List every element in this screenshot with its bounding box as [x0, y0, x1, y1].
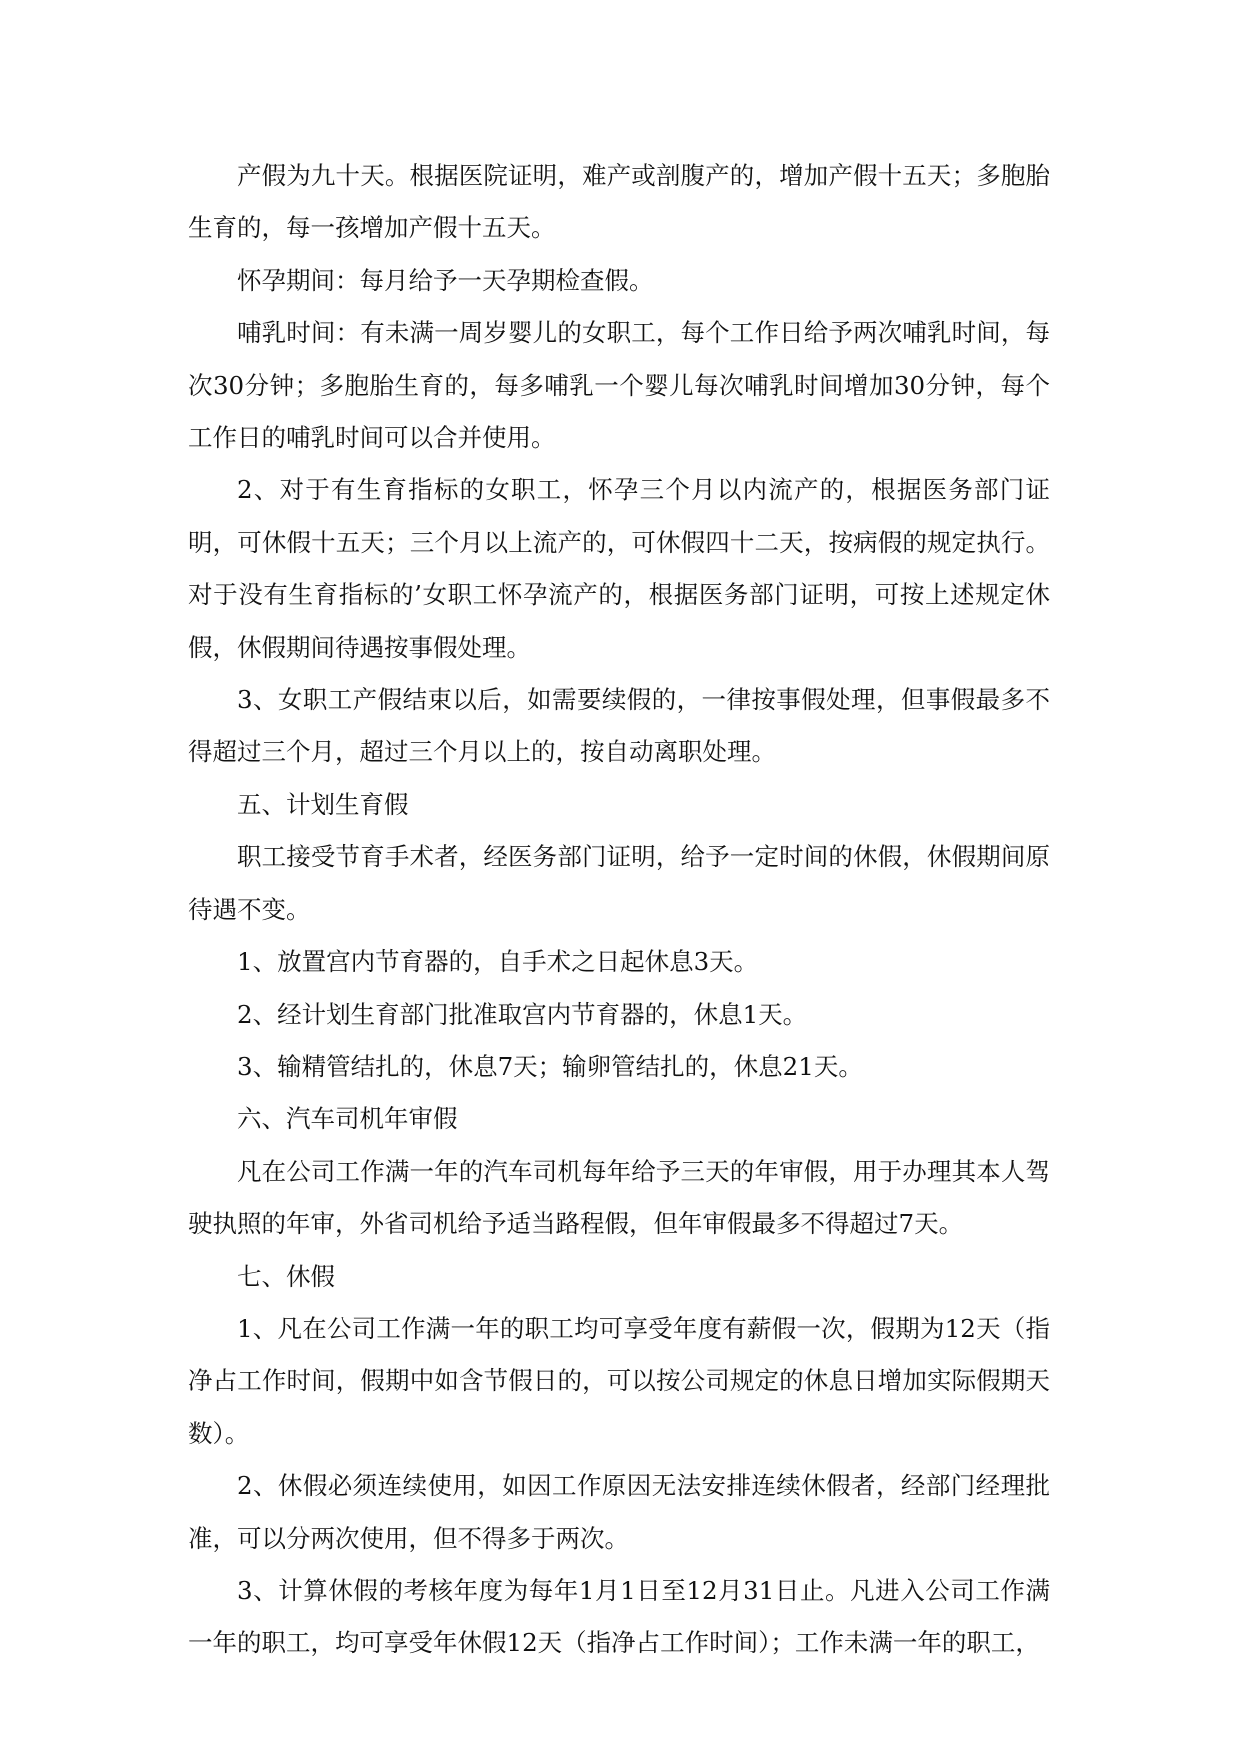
section-heading-driver-review: 六、汽车司机年审假 [237, 1104, 458, 1134]
paragraph-annual-leave-year: 3、计算休假的考核年度为每年1月1日至12月31日止。凡进入公司工作满一年的职工，均可享受年休假12天（指净占工作时间）；工作未满一年的职工， [188, 1575, 1050, 1658]
section-heading-family-planning: 五、计划生育假 [237, 789, 409, 819]
paragraph-miscarriage-leave: 2、对于有生育指标的女职工，怀孕三个月以内流产的，根据医务部门证明，可休假十五天；三个月以上流产的，可休假四十二天，按病假的规定执行。对于没有生育指标的’女职工怀孕流产的，根据医务部门证明，可按上述规定休假，休假期间待遇按事假处理。 [188, 475, 1050, 662]
paragraph-iud-removal: 2、经计划生育部门批准取宫内节育器的，休息1天。 [237, 999, 808, 1029]
document-body [188, 150, 1050, 1670]
paragraph-maternity-leave-duration: 产假为九十天。根据医院证明，难产或剖腹产的，增加产假十五天；多胞胎生育的，每一孩增加产假十五天。 [188, 161, 1050, 243]
paragraph-iud-insertion: 1、放置宫内节育器的，自手术之日起休息3天。 [237, 947, 759, 977]
paragraph-driver-review-leave: 凡在公司工作满一年的汽车司机每年给予三天的年审假，用于办理其本人驾驶执照的年审，外省司机给予适当路程假，但年审假最多不得超过7天。 [188, 1156, 1050, 1239]
paragraph-annual-leave-continuous: 2、休假必须连续使用，如因工作原因无法安排连续休假者，经部门经理批准，可以分两次使用，但不得多于两次。 [188, 1471, 1050, 1553]
paragraph-family-planning-intro: 职工接受节育手术者，经医务部门证明，给予一定时间的休假，休假期间原待遇不变。 [188, 842, 1050, 924]
paragraph-nursing-time: 哺乳时间：有未满一周岁婴儿的女职工，每个工作日给予两次哺乳时间，每次30分钟；多胞胎生育的，每多哺乳一个婴儿每次哺乳时间增加30分钟，每个工作日的哺乳时间可以合并使用。 [188, 318, 1050, 453]
paragraph-leave-extension: 3、女职工产假结束以后，如需要续假的，一律按事假处理，但事假最多不得超过三个月，超过三个月以上的，按自动离职处理。 [188, 685, 1050, 767]
paragraph-pregnancy-checkup: 怀孕期间：每月给予一天孕期检查假。 [237, 265, 654, 295]
section-heading-annual-leave: 七、休假 [237, 1261, 335, 1291]
paragraph-ligation: 3、输精管结扎的，休息7天；输卵管结扎的，休息21天。 [237, 1051, 863, 1081]
paragraph-annual-leave-entitlement: 1、凡在公司工作满一年的职工均可享受年度有薪假一次，假期为12天（指净占工作时间，假期中如含节假日的，可以按公司规定的休息日增加实际假期天数）。 [188, 1313, 1050, 1448]
